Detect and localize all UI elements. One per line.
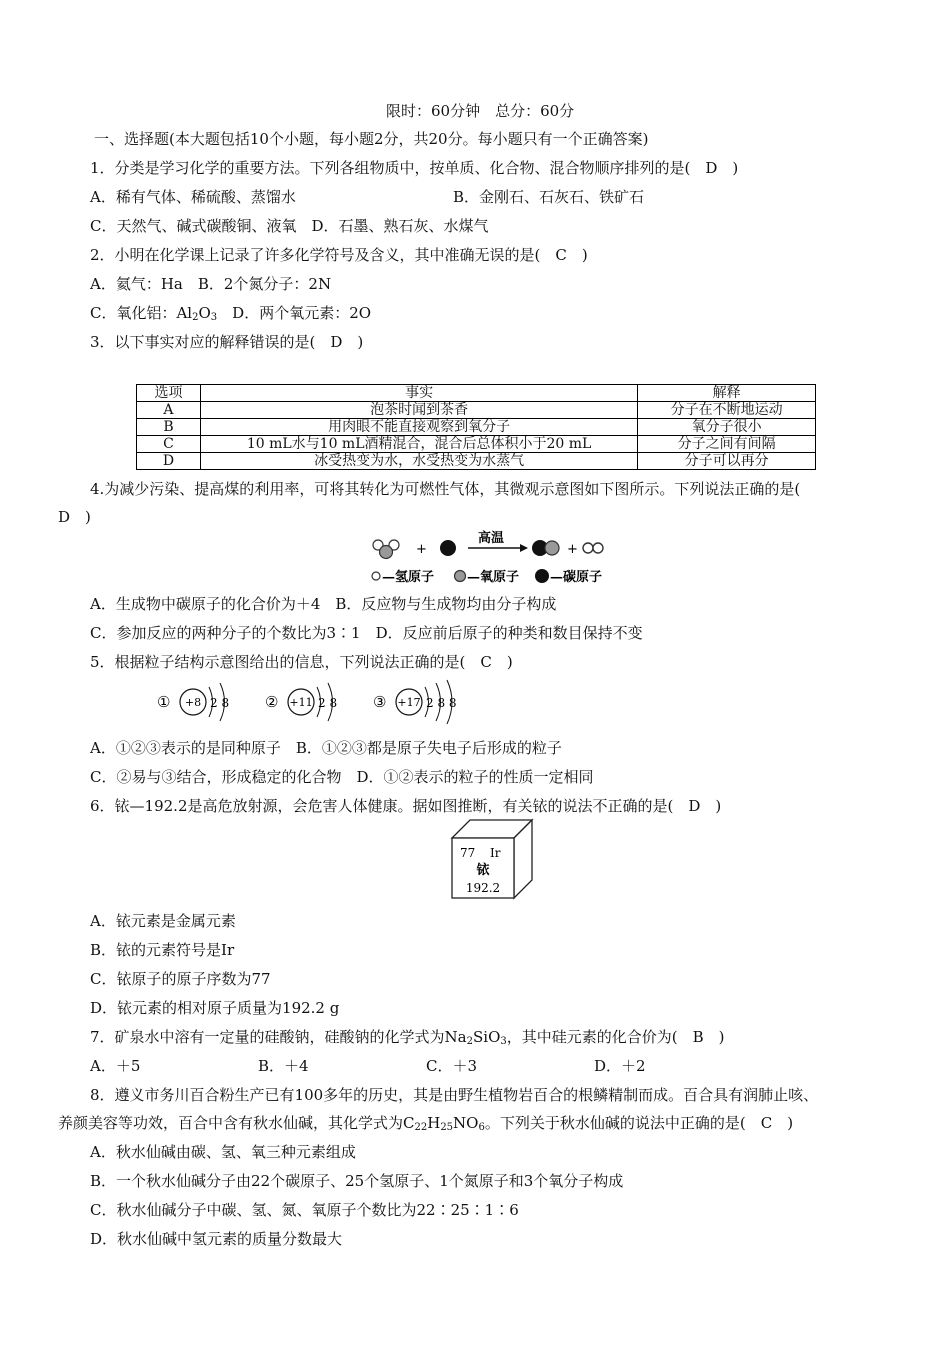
- table-cell: D: [137, 453, 201, 470]
- particle-3-label: ③: [373, 693, 387, 711]
- particle-3-charge: +17: [397, 696, 421, 709]
- particle-1-label: ①: [157, 693, 171, 711]
- legend-oxygen-label: —氧原子: [467, 570, 520, 585]
- q6-option-d: D．铱元素的相对原子质量为192.2 g: [90, 999, 340, 1017]
- carbon-atom: [440, 540, 456, 556]
- q2-option-ab: A．氦气：Ha B．2个氮分子：2N: [90, 275, 332, 293]
- facts-table: [136, 384, 816, 470]
- particle-2-charge: +11: [289, 696, 313, 709]
- table-row: [137, 453, 816, 470]
- element-symbol: Ir: [490, 846, 501, 860]
- table-cell: B: [137, 419, 201, 436]
- atomic-mass: 192.2: [465, 881, 501, 895]
- table-cell: 泡茶时闻到茶香: [200, 402, 637, 419]
- header-explanation: 解释: [638, 385, 816, 402]
- q8-line2-text: 养颜美容等功效，百合中含有秋水仙碱，其化学式为C: [58, 1114, 415, 1132]
- q1-option-b: B．金刚石、石灰石、铁矿石: [453, 188, 645, 206]
- legend-oxygen-icon: [455, 571, 466, 582]
- q8-option-a: A．秋水仙碱由碳、氢、氧三种元素组成: [90, 1143, 356, 1161]
- q1-option-a: A．稀有气体、稀硫酸、蒸馏水: [90, 188, 296, 206]
- q8-stem-line2: [58, 1113, 793, 1133]
- q7-sub1: 2: [466, 1036, 473, 1047]
- q8-sub3: 6: [478, 1122, 485, 1133]
- q2-stem: 2．小明在化学课上记录了许多化学符号及含义，其中准确无误的是( C ): [90, 246, 588, 264]
- q8-sub2: 25: [440, 1122, 454, 1133]
- q8-option-d: D．秋水仙碱中氢元素的质量分数最大: [90, 1230, 343, 1248]
- q6-stem: 6．铱—192.2是高危放射源，会危害人体健康。据如图推断，有关铱的说法不正确的是( D ): [90, 797, 722, 815]
- header-fact: 事实: [200, 385, 637, 402]
- header-option: 选项: [137, 385, 201, 402]
- table-cell: 用肉眼不能直接观察到氧分子: [200, 419, 637, 436]
- arrow-label: 高温: [478, 531, 505, 546]
- arrow-head: [520, 544, 528, 552]
- q8-sub1: 22: [414, 1122, 428, 1133]
- hydrogen-atom: [593, 543, 603, 553]
- q1-option-cd: C．天然气、碱式碳酸铜、液氧 D．石墨、熟石灰、水煤气: [90, 217, 489, 235]
- legend-hydrogen-icon: [372, 572, 380, 580]
- table-row: [137, 419, 816, 436]
- plus-sign: +: [567, 542, 578, 557]
- particle-1-charge: +8: [184, 696, 202, 709]
- legend-carbon-icon: [535, 569, 549, 583]
- q6-option-a: A．铱元素是金属元素: [90, 912, 236, 930]
- q2-c-sub1: 2: [192, 312, 199, 323]
- table-cell: 冰受热变为水，水受热变为水蒸气: [200, 453, 637, 470]
- q7-option-b: B．＋4: [258, 1057, 309, 1075]
- table-cell: 分子可以再分: [638, 453, 816, 470]
- q3-stem: 3．以下事实对应的解释错误的是( D ): [90, 333, 364, 351]
- element-cube: [450, 818, 535, 900]
- q2-c-sub2: 3: [210, 312, 218, 323]
- particle-2-label: ②: [265, 693, 279, 711]
- particle-2-shells: 2 8: [318, 696, 338, 710]
- atomic-number: 77: [460, 846, 476, 860]
- oxygen-atom: [545, 541, 559, 555]
- q8-no: NO: [453, 1114, 479, 1132]
- q7-option-a: A．＋5: [90, 1057, 141, 1075]
- q4-stem-line2: D ): [58, 508, 91, 526]
- table-row: [137, 402, 816, 419]
- q7-stem-post: ，其中硅元素的化合价为( B ): [506, 1028, 725, 1046]
- legend-carbon-label: —碳原子: [550, 570, 603, 585]
- table-cell: 氧分子很小: [638, 419, 816, 436]
- q7-stem: [90, 1027, 724, 1047]
- table-cell: A: [137, 402, 201, 419]
- q2-c-mid: O: [198, 304, 211, 322]
- table-cell: C: [137, 436, 201, 453]
- table-cell: 分子在不断地运动: [638, 402, 816, 419]
- q5-stem: 5．根据粒子结构示意图给出的信息，下列说法正确的是( C ): [90, 653, 513, 671]
- particle-diagrams: [155, 678, 475, 726]
- q4-stem-line1: 4.为减少污染、提高煤的利用率，可将其转化为可燃性气体，其微观示意图如下图所示。下列说法正确的是(: [90, 480, 801, 498]
- element-name: 铱: [476, 863, 490, 878]
- q7-sub2: 3: [500, 1036, 507, 1047]
- q4-option-cd: C．参加反应的两种分子的个数比为3∶1 D．反应前后原子的种类和数目保持不变: [90, 624, 643, 642]
- table-row: [137, 436, 816, 453]
- section-heading: 一、选择题(本大题包括10个小题，每小题2分，共20分。每小题只有一个正确答案): [94, 130, 649, 148]
- time-limit: 限时：60分钟 总分：60分: [386, 102, 575, 120]
- table-header-row: [137, 385, 816, 402]
- reaction-diagram: [366, 530, 616, 590]
- table-cell: 分子之间有间隔: [638, 436, 816, 453]
- oxygen-atom: [380, 546, 393, 559]
- particle-3-shells: 2 8 8: [426, 696, 457, 710]
- hydrogen-atom: [583, 543, 593, 553]
- q5-option-ab: A．①②③表示的是同种原子 B．①②③都是原子失电子后形成的粒子: [90, 739, 562, 757]
- q7-option-d: D．＋2: [594, 1057, 646, 1075]
- legend-hydrogen-label: —氢原子: [382, 570, 435, 585]
- q7-stem-mid: SiO: [473, 1028, 501, 1046]
- q8-option-b: B．一个秋水仙碱分子由22个碳原子、25个氢原子、1个氮原子和3个氧分子构成: [90, 1172, 624, 1190]
- q1-stem: 1．分类是学习化学的重要方法。下列各组物质中，按单质、化合物、混合物顺序排列的是( D ): [90, 159, 739, 177]
- q2-c-text: C．氧化铝：Al: [90, 304, 193, 322]
- q7-option-c: C．＋3: [426, 1057, 478, 1075]
- particle-1-shells: 2 8: [210, 696, 230, 710]
- q8-option-c: C．秋水仙碱分子中碳、氢、氮、氧原子个数比为22∶25∶1∶6: [90, 1201, 519, 1219]
- q4-option-ab: A．生成物中碳原子的化合价为＋4 B．反应物与生成物均由分子构成: [90, 595, 557, 613]
- q2-option-cd: [90, 303, 371, 323]
- q8-h: H: [427, 1114, 441, 1132]
- q5-option-cd: C．②易与③结合，形成稳定的化合物 D．①②表示的粒子的性质一定相同: [90, 768, 594, 786]
- q7-stem-text: 7．矿泉水中溶有一定量的硅酸钠，硅酸钠的化学式为Na: [90, 1028, 467, 1046]
- q8-line2-post: 。下列关于秋水仙碱的说法中正确的是( C ): [484, 1114, 794, 1132]
- table-cell: 10 mL水与10 mL酒精混合，混合后总体积小于20 mL: [200, 436, 637, 453]
- q6-option-c: C．铱原子的原子序数为77: [90, 970, 271, 988]
- q8-stem-line1: 8．遵义市务川百合粉生产已有100多年的历史，其是由野生植物岩百合的根鳞精制而成。百合具有润肺止咳、: [90, 1086, 819, 1104]
- q2-d-text: D．两个氧元素：2O: [217, 304, 372, 322]
- plus-sign: +: [416, 542, 427, 557]
- q6-option-b: B．铱的元素符号是Ir: [90, 941, 235, 959]
